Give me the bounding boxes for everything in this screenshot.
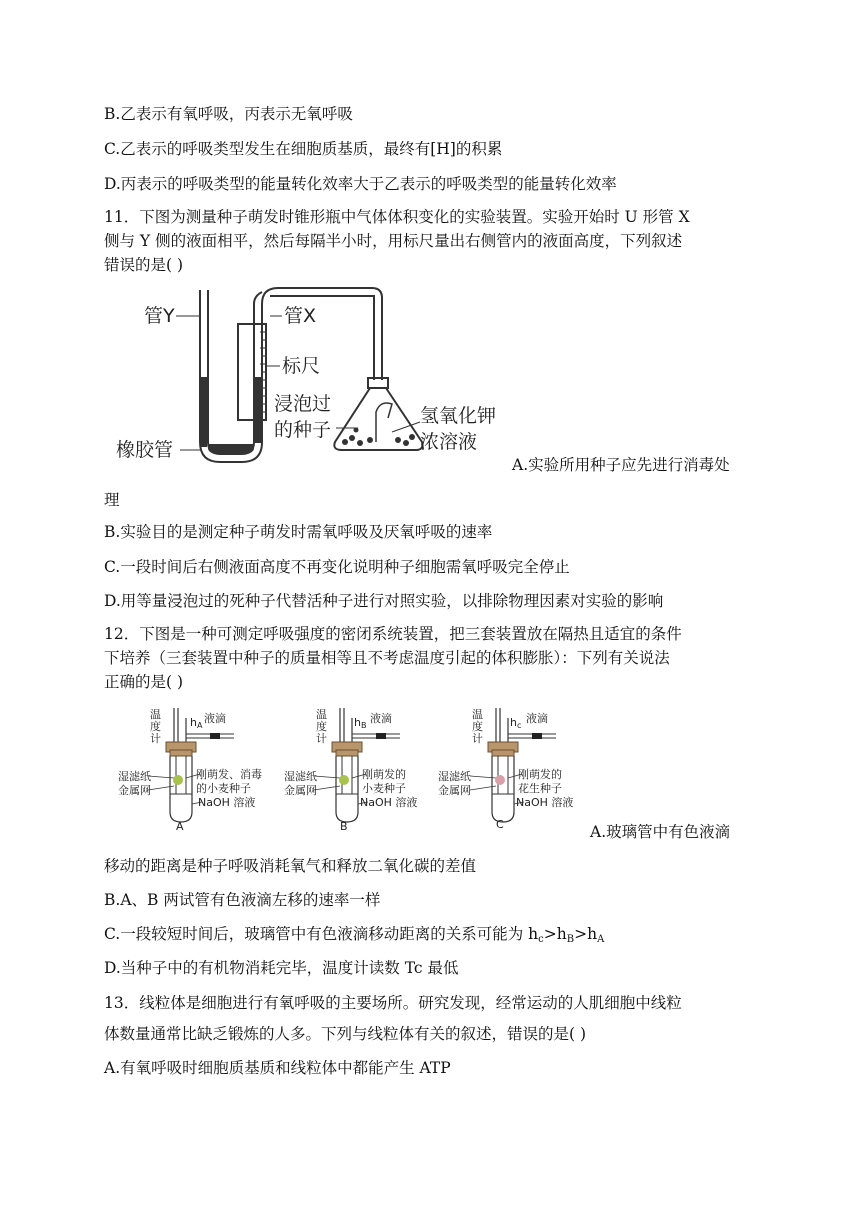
q11-stem-line2: 侧与 Y 侧的液面相平，然后每隔半小时，用标尺量出右侧管内的液面高度，下列叙述 <box>104 232 683 250</box>
thermometer-label-c-2: 度 <box>472 720 483 733</box>
paper-label-c: 湿滤纸 <box>438 770 471 783</box>
q11-option-c: C.一段时间后右侧液面高度不再变化说明种子细胞需氧呼吸完全停止 <box>104 558 570 576</box>
q11-stem-line1: 11．下图为测量种子萌发时锥形瓶中气体体积变化的实验装置。实验开始时 U 形管 X <box>104 208 690 226</box>
drop-label-c: 液滴 <box>526 712 548 725</box>
tube-label-a: A <box>176 820 184 833</box>
q12-option-a-line2: 移动的距离是种子呼吸消耗氧气和释放二氧化碳的差值 <box>104 857 477 875</box>
q12-option-d: D.当种子中的有机物消耗完毕，温度计读数 Tc 最低 <box>104 959 459 977</box>
tube-label-c: C <box>496 818 504 831</box>
q11-option-d: D.用等量浸泡过的死种子代替活种子进行对照实验，以排除物理因素对实验的影响 <box>104 592 664 610</box>
q11-option-b: B.实验目的是测定种子萌发时需氧呼吸及厌氧呼吸的速率 <box>104 523 493 541</box>
tube-label-b: B <box>340 820 348 833</box>
drop-label-b: 液滴 <box>370 712 392 725</box>
naoh-label-a: NaOH 溶液 <box>198 796 256 809</box>
thermometer-label-c-3: 计 <box>472 732 483 745</box>
q12-option-c: C.一段较短时间后，玻璃管中有色液滴移动距离的关系可能为 $h_c>h_B>h_A$ <box>104 925 605 945</box>
label-rubber-tube: 橡胶管 <box>116 439 174 461</box>
mesh-label-a: 金属网 <box>118 784 151 797</box>
q12-stem-line3: 正确的是( ) <box>104 673 184 691</box>
label-koh-line1: 氢氧化钾 <box>420 405 497 427</box>
q11-apparatus-figure <box>116 282 510 472</box>
paper-label-b: 湿滤纸 <box>284 770 317 783</box>
q11-option-a-line1: A.实验所用种子应先进行消毒处 <box>512 456 730 474</box>
label-ruler: 标尺 <box>282 355 321 377</box>
thermometer-label-a-2: 度 <box>150 720 161 733</box>
thermometer-label-a-3: 计 <box>150 732 161 745</box>
naoh-label-c: NaOH 溶液 <box>516 796 574 809</box>
seed-label-b-1: 刚萌发的 <box>362 768 406 781</box>
q11-stem-line3: 错误的是( ) <box>104 256 184 274</box>
label-seeds-line2: 的种子 <box>274 419 332 441</box>
seed-label-b-2: 小麦种子 <box>362 782 406 795</box>
mesh-label-b: 金属网 <box>284 784 317 797</box>
thermometer-label-b-3: 计 <box>316 732 327 745</box>
height-label-c: hc <box>510 716 522 730</box>
q10-option-d: D.丙表示的呼吸类型的能量转化效率大于乙表示的呼吸类型的能量转化效率 <box>104 175 617 193</box>
height-label-b: hB <box>354 716 367 730</box>
seed-label-a-2: 的小麦种子 <box>196 782 251 795</box>
label-koh-line2: 浓溶液 <box>420 431 478 453</box>
thermometer-label-c-1: 温 <box>472 708 483 721</box>
paper-label-a: 湿滤纸 <box>118 770 151 783</box>
height-label-a: hA <box>190 716 203 730</box>
thermometer-label-a-1: 温 <box>150 708 161 721</box>
naoh-label-b: NaOH 溶液 <box>360 796 418 809</box>
label-tube-x: 管X <box>284 305 317 327</box>
seed-label-c-2: 花生种子 <box>518 782 562 795</box>
q12-option-b: B.A、B 两试管有色液滴左移的速率一样 <box>104 891 381 909</box>
q13-stem-line1: 13．线粒体是细胞进行有氧呼吸的主要场所。研究发现，经常运动的人肌细胞中线粒 <box>104 994 682 1012</box>
q10-option-b: B.乙表示有氧呼吸，丙表示无氧呼吸 <box>104 105 353 123</box>
q13-option-a: A.有氧呼吸时细胞质基质和线粒体中都能产生 ATP <box>104 1059 451 1077</box>
q12-stem-line1: 12．下图是一种可测定呼吸强度的密闭系统装置，把三套装置放在隔热且适宜的条件 <box>104 625 682 643</box>
q11-option-a-line2: 理 <box>104 491 120 509</box>
q10-option-c: C.乙表示的呼吸类型发生在细胞质基质，最终有[H]的积累 <box>104 140 503 158</box>
seed-label-a-1: 刚萌发、消毒 <box>196 768 262 781</box>
q12-option-a-line1: A.玻璃管中有色液滴 <box>590 823 731 841</box>
q12-stem-line2: 下培养（三套装置中种子的质量相等且不考虑温度引起的体积膨胀）：下列有关说法 <box>104 649 670 667</box>
q13-stem-line2: 体数量通常比缺乏锻炼的人多。下列与线粒体有关的叙述，错误的是( ) <box>104 1025 587 1043</box>
thermometer-label-b-1: 温 <box>316 708 327 721</box>
seed-label-c-1: 刚萌发的 <box>518 768 562 781</box>
label-seeds-line1: 浸泡过 <box>274 393 332 415</box>
drop-label-a: 液滴 <box>204 712 226 725</box>
mesh-label-c: 金属网 <box>438 784 471 797</box>
thermometer-label-b-2: 度 <box>316 720 327 733</box>
q12-apparatus-figure <box>112 704 582 834</box>
label-tube-y: 管Y <box>144 305 175 327</box>
